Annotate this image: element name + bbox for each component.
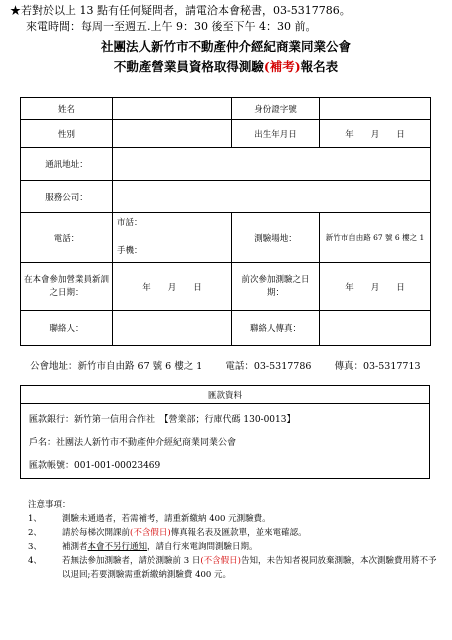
company-field[interactable] <box>113 181 431 213</box>
note-4-excluding-holidays: (不含假日) <box>200 556 241 566</box>
note-text <box>62 554 442 582</box>
note-2-part-2: 傳真報名表及匯款單，並來電確認。 <box>170 528 307 538</box>
note-number: 1、 <box>28 514 42 524</box>
phone-label: 電話： <box>21 213 113 263</box>
notice-line-1: ★若對於以上 13 點有任何疑問者，請電洽本會秘書，03-5317786。 <box>10 4 351 17</box>
form-title-org: 社團法人新竹市不動產仲介經紀商業同業公會 <box>100 39 351 54</box>
contact-person-label: 聯絡人： <box>21 311 113 346</box>
contact-fax-field[interactable] <box>320 311 431 346</box>
title-exam-text: 不動產營業員資格取得測驗 <box>113 59 264 74</box>
gender-label: 性別 <box>21 120 113 148</box>
id-number-label: 身份證字號 <box>232 98 320 120</box>
remittance-account-number: 匯款帳號：001-001-00023469 <box>29 461 161 471</box>
note-text: 測驗未通過者，若需補考，請重新繳納 400 元測驗費。 <box>62 514 271 524</box>
note-4-part-2: 告知，未告知者視同放棄測驗，本次測驗費用將不予以退回;若要測驗需重新繳納測驗費 400 元。 <box>62 556 437 580</box>
company-label: 服務公司： <box>21 181 113 213</box>
name-label: 姓名 <box>21 98 113 120</box>
association-phone: 電話：03-5317786 <box>225 361 312 372</box>
gender-field[interactable] <box>113 120 232 148</box>
contact-fax-label: 聯絡人傳真： <box>232 311 320 346</box>
title-form-word: 報名表 <box>300 59 339 74</box>
association-fax: 傳真：03-5317713 <box>334 361 421 372</box>
prev-exam-date-field[interactable]: 年 月 日 <box>320 263 431 311</box>
training-date-field[interactable]: 年 月 日 <box>113 263 232 311</box>
note-item <box>28 540 442 554</box>
prev-exam-date-label: 前次參加測驗之日期： <box>232 263 320 311</box>
note-text <box>62 540 442 554</box>
title-makeup-tag: (補考) <box>263 59 301 74</box>
remittance-table <box>20 385 430 479</box>
birth-date-field[interactable]: 年 月 日 <box>320 120 431 148</box>
contact-person-field[interactable] <box>113 311 232 346</box>
note-item <box>28 512 442 526</box>
note-number: 4、 <box>28 556 42 566</box>
name-field[interactable] <box>113 98 232 120</box>
note-4-part-1: 若無法參加測驗者，請於測驗前 3 日 <box>62 556 201 566</box>
form-title-exam <box>0 57 452 75</box>
remittance-bank: 匯款銀行：新竹第一信用合作社 【營業部；行庫代碼 130-0013】 <box>29 415 296 425</box>
registration-form-table <box>20 97 431 346</box>
notes-section <box>28 498 442 582</box>
note-3-no-notice: 本會不另行通知 <box>87 542 148 552</box>
address-label: 通訊地址： <box>21 148 113 181</box>
note-item <box>28 526 442 540</box>
note-number: 3、 <box>28 542 42 552</box>
association-contact-bar <box>30 358 421 372</box>
notice-line-2: 來電時間：每周一至週五.上午 9：30 後至下午 4：30 前。 <box>26 20 317 33</box>
venue-label: 測驗場地： <box>232 213 320 263</box>
mobile-label: 手機： <box>117 246 143 256</box>
remittance-header: 匯款資料 <box>21 386 430 404</box>
id-number-field[interactable] <box>320 98 431 120</box>
remittance-details <box>21 404 430 479</box>
training-date-label: 在本會參加營業員新訓之日期： <box>21 263 113 311</box>
association-address: 公會地址：新竹市自由路 67 號 6 樓之 1 <box>30 361 203 372</box>
address-field[interactable] <box>113 148 431 181</box>
phone-field[interactable] <box>113 213 232 263</box>
note-2-part-1: 請於每梯次開課前 <box>62 528 131 538</box>
city-phone-label: 市話： <box>117 218 143 228</box>
note-3-part-2: ，請自行來電詢問測驗日期。 <box>147 542 258 552</box>
note-3-part-1: 補測者 <box>62 542 88 552</box>
note-2-excluding-holidays: (不含假日) <box>130 528 171 538</box>
birth-date-label: 出生年月日 <box>232 120 320 148</box>
note-number: 2、 <box>28 528 42 538</box>
notes-title: 注意事項： <box>28 500 71 510</box>
note-text <box>62 526 442 540</box>
note-item <box>28 554 442 582</box>
venue-value: 新竹市自由路 67 號 6 樓之 1 <box>320 213 431 263</box>
remittance-account-name: 戶名：社團法人新竹市不動產仲介經紀商業同業公會 <box>29 438 237 448</box>
